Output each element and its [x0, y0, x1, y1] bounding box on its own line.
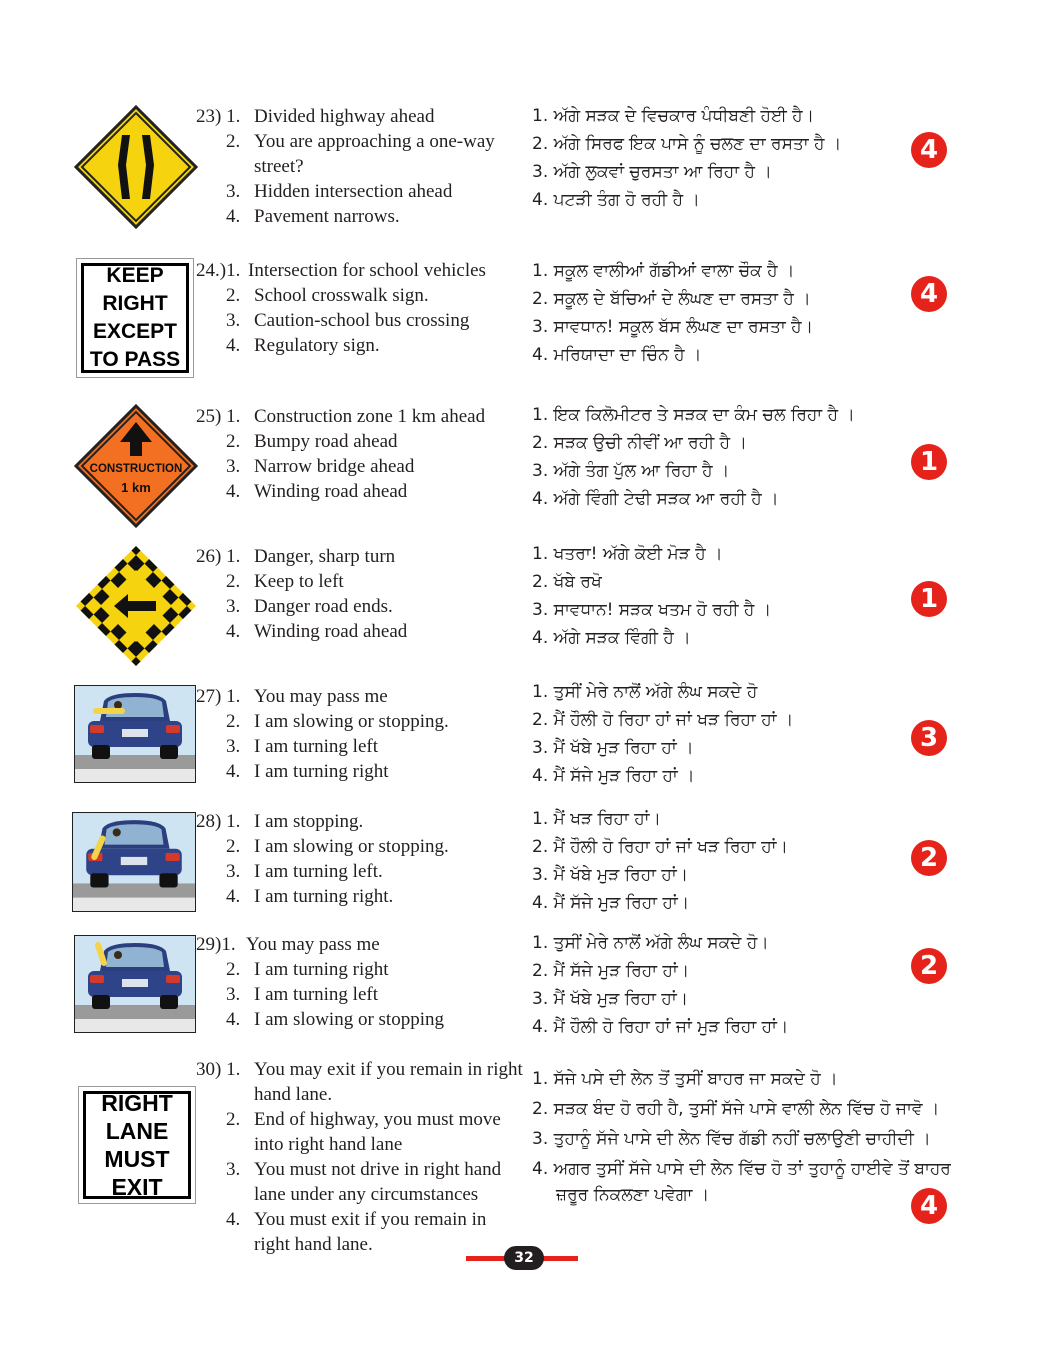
page-number: 32 [504, 1246, 544, 1270]
option-text: Narrow bridge ahead [254, 456, 415, 477]
option-text: 1. ਅੱਗੇ ਸੜਕ ਦੇ ਵਿਚਕਾਰ ਪੰਧੀਬਣੀ ਹੋਈ ਹੈ। [532, 106, 815, 126]
option-text: Hidden intersection ahead [254, 181, 453, 202]
sign-text: RIGHT [102, 292, 168, 315]
car-hand-signal-image [74, 935, 196, 1033]
question-24-options-en: 24.)1. Intersection for school vehicles 2. School crosswalk sign. 3. Caution-school bus crossing 4. Regulatory sign. [196, 260, 486, 356]
checkerboard-arrow-sign [74, 544, 198, 668]
option-text: I am stopping. [254, 811, 364, 832]
option-text: 1. ਮੈਂ ਖੜ ਰਿਹਾ ਹਾਂ। [532, 809, 661, 829]
car-hand-signal-image [74, 685, 196, 783]
question-24-options-pa [532, 257, 992, 369]
option-text: I am turning left [254, 736, 378, 757]
car-hand-signal-image [72, 812, 196, 912]
option-text: You may pass me [246, 934, 380, 955]
option-text: 2. ਸੜਕ ਉਚੀ ਨੀਵੀਂ ਆ ਰਹੀ ਹੈ । [532, 433, 747, 453]
option-text: 2. ਸੜਕ ਬੰਦ ਹੋ ਰਹੀ ਹੈ, ਤੁਸੀਂ ਸੱਜੇ ਪਾਸੇ ਵਾਲੀ ਲੇਨ ਵਿੱਚ ਹੋ ਜਾਵੋ । [532, 1099, 940, 1119]
option-text: 2. ਅੱਗੇ ਸਿਰਫ ਇਕ ਪਾਸੇ ਨੂੰ ਚਲਣ ਦਾ ਰਸਤਾ ਹੈ । [532, 134, 842, 154]
question-number: 29)1. [196, 934, 236, 955]
option-text: 3. ਮੈਂ ਖੱਬੇ ਮੁੜ ਰਿਹਾ ਹਾਂ। [532, 865, 689, 885]
option-text: 1. ਸੱਜੇ ਪਸੇ ਦੀ ਲੇਨ ਤੋਂ ਤੁਸੀਂ ਬਾਹਰ ਜਾ ਸਕਦੇ ਹੋ । [532, 1069, 838, 1089]
right-lane-must-exit-sign [78, 1086, 196, 1204]
option-text: 1. ਤੁਸੀਂ ਮੇਰੇ ਨਾਲੋਂ ਅੱਗੇ ਲੰਘ ਸਕਦੇ ਹੋ। [532, 933, 769, 953]
sign-text: 1 km [121, 480, 151, 495]
option-text: 2. ਖੱਬੇ ਰਖੋ [532, 572, 602, 592]
option-text: You must exit if you remain in right hand lane. [254, 1209, 487, 1255]
question-number: 25) 1. [196, 406, 241, 427]
option-text: School crosswalk sign. [254, 285, 429, 306]
option-text: I am turning right [254, 959, 389, 980]
option-text: You must not drive in right hand lane under any circumstances [254, 1159, 502, 1205]
option-text: Caution-school bus crossing [254, 310, 470, 331]
option-text: 1. ਇਕ ਕਿਲੋਮੀਟਰ ਤੇ ਸੜਕ ਦਾ ਕੰਮ ਚਲ ਰਿਹਾ ਹੈ । [532, 405, 855, 425]
question-number: 24.)1. [196, 260, 241, 281]
option-text: I am turning right. [254, 886, 394, 907]
option-text: 3. ਮੈਂ ਖੱਬੇ ਮੁੜ ਰਿਹਾ ਹਾਂ । [532, 738, 694, 758]
option-text: 4. ਅਗਰ ਤੁਸੀਂ ਸੱਜੇ ਪਾਸੇ ਦੀ ਲੇਨ ਵਿੱਚ ਹੋ ਤਾਂ ਤੁਹਾਨੂੰ ਹਾਈਵੇ ਤੋਂ ਬਾਹਰ [532, 1159, 951, 1179]
option-text: I am slowing or stopping [254, 1009, 444, 1030]
sign-text: EXIT [111, 1174, 163, 1200]
option-text: You may exit if you remain in right hand lane. [254, 1059, 523, 1105]
option-text: 3. ਮੈਂ ਖੱਬੇ ਮੁੜ ਰਿਹਾ ਹਾਂ। [532, 989, 689, 1009]
option-text: You may pass me [254, 686, 388, 707]
option-text: 3. ਸਾਵਧਾਨ! ਸਕੂਲ ਬੱਸ ਲੰਘਣ ਦਾ ਰਸਤਾ ਹੈ। [532, 317, 814, 337]
footer-rule-right [538, 1256, 578, 1261]
question-30-options-en: 30) 1. You may exit if you remain in right hand lane. 2. End of highway, you must move into right hand lane 3. You must not drive in right hand lane under any circumstances 4. You must exit if you remain in right hand lane. [196, 1059, 523, 1255]
option-text: 4. ਅੱਗੇ ਸੜਕ ਵਿੰਗੀ ਹੈ । [532, 628, 691, 648]
option-text: I am turning left [254, 984, 378, 1005]
option-text: I am turning right [254, 761, 389, 782]
option-text: 4. ਮੈਂ ਹੌਲੀ ਹੋ ਰਿਹਾ ਹਾਂ ਜਾਂ ਮੁੜ ਰਿਹਾ ਹਾਂ। [532, 1017, 789, 1037]
question-23-options-en: 23) 1. Divided highway ahead 2. You are approaching a one-way street? 3. Hidden intersection ahead 4. Pavement narrows. [196, 106, 495, 227]
answer-badge: 1 [911, 581, 947, 617]
option-text: 1. ਸਕੂਲ ਵਾਲੀਆਂ ਗੱਡੀਆਂ ਵਾਲਾ ਚੌਕ ਹੈ । [532, 261, 795, 281]
answer-badge: 3 [911, 720, 947, 756]
option-text: 4. ਪਟੜੀ ਤੰਗ ਹੋ ਰਹੀ ਹੈ । [532, 190, 700, 210]
answer-badge: 4 [911, 1188, 947, 1224]
option-text: Bumpy road ahead [254, 431, 398, 452]
option-text: Construction zone 1 km ahead [254, 406, 486, 427]
question-number: 26) 1. [196, 546, 241, 567]
option-text: You are approaching a one-way street? [254, 131, 495, 177]
question-number: 30) 1. [196, 1059, 241, 1080]
option-text: 3. ਅੱਗੇ ਲੁਕਵਾਂ ਚੁਰਸਤਾ ਆ ਰਿਹਾ ਹੈ । [532, 162, 772, 182]
option-text: I am slowing or stopping. [254, 836, 449, 857]
question-30-options-pa [532, 1064, 992, 1206]
option-text: Danger road ends. [254, 596, 393, 617]
sign-text: LANE [105, 1118, 169, 1144]
sign-text: RIGHT [101, 1090, 173, 1116]
answer-badge: 2 [911, 948, 947, 984]
option-text: 2. ਮੈਂ ਸੱਜੇ ਮੁੜ ਰਿਹਾ ਹਾਂ। [532, 961, 690, 981]
construction-sign [74, 404, 198, 528]
narrowing-road-sign [74, 105, 198, 229]
sign-text: KEEP [106, 264, 164, 287]
option-text: Keep to left [254, 571, 344, 592]
question-29-options-pa [532, 929, 992, 1041]
sign-text: EXCEPT [92, 320, 178, 343]
sign-text: TO PASS [89, 348, 181, 371]
option-text: End of highway, you must move into right hand lane [254, 1109, 501, 1155]
option-text: 2. ਸਕੂਲ ਦੇ ਬੱਚਿਆਂ ਦੇ ਲੰਘਣ ਦਾ ਰਸਤਾ ਹੈ । [532, 289, 811, 309]
option-text: Danger, sharp turn [254, 546, 396, 567]
question-26-options-en: 26) 1. Danger, sharp turn 2. Keep to left 3. Danger road ends. 4. Winding road ahead [196, 546, 408, 642]
option-text: I am turning left. [254, 861, 383, 882]
option-text: 4. ਮੈਂ ਸੱਜੇ ਮੁੜ ਰਿਹਾ ਹਾਂ। [532, 893, 690, 913]
option-text: 3. ਤੁਹਾਨੂੰ ਸੱਜੇ ਪਾਸੇ ਦੀ ਲੇਨ ਵਿੱਚ ਗੱਡੀ ਨਹੀਂ ਚਲਾਉਣੀ ਚਾਹੀਦੀ । [532, 1129, 931, 1149]
question-25-options-en: 25) 1. Construction zone 1 km ahead 2. Bumpy road ahead 3. Narrow bridge ahead 4. Winding road ahead [196, 406, 486, 502]
option-text: 1. ਖਤਰਾ! ਅੱਗੇ ਕੋਈ ਮੋੜ ਹੈ । [532, 544, 723, 564]
option-text: 4. ਅੱਗੇ ਵਿੰਗੀ ਟੇਢੀ ਸੜਕ ਆ ਰਹੀ ਹੈ । [532, 489, 779, 509]
option-text: Divided highway ahead [254, 106, 435, 127]
keep-right-sign [76, 258, 194, 378]
option-text: 1. ਤੁਸੀਂ ਮੇਰੇ ਨਾਲੋਂ ਅੱਗੇ ਲੰਘ ਸਕਦੇ ਹੋ [532, 682, 758, 702]
option-text: 4. ਮੈਂ ਸੱਜੇ ਮੁੜ ਰਿਹਾ ਹਾਂ । [532, 766, 695, 786]
option-text: I am slowing or stopping. [254, 711, 449, 732]
option-text: 3. ਅੱਗੇ ਤੰਗ ਪੁੱਲ ਆ ਰਿਹਾ ਹੈ । [532, 461, 730, 481]
option-text: 3. ਸਾਵਧਾਨ! ਸੜਕ ਖਤਮ ਹੋ ਰਹੀ ਹੈ । [532, 600, 772, 620]
answer-badge: 1 [911, 444, 947, 480]
option-text: Intersection for school vehicles [248, 260, 486, 281]
question-number: 27) 1. [196, 686, 241, 707]
question-27-options-en: 27) 1. You may pass me 2. I am slowing or stopping. 3. I am turning left 4. I am turning right [196, 686, 449, 782]
answer-badge: 2 [911, 840, 947, 876]
option-text: Winding road ahead [254, 481, 408, 502]
option-text: Winding road ahead [254, 621, 408, 642]
option-text: Regulatory sign. [254, 335, 380, 356]
answer-badge: 4 [911, 132, 947, 168]
option-text: 2. ਮੈਂ ਹੌਲੀ ਹੋ ਰਿਹਾ ਹਾਂ ਜਾਂ ਖੜ ਰਿਹਾ ਹਾਂ। [532, 837, 788, 857]
answer-badge: 4 [911, 276, 947, 312]
sign-text: MUST [104, 1146, 170, 1172]
option-text: 4. ਮਰਿਯਾਦਾ ਦਾ ਚਿੰਨ ਹੈ । [532, 345, 702, 365]
option-text: Pavement narrows. [254, 206, 400, 227]
question-number: 23) 1. [196, 106, 241, 127]
option-text: ਜ਼ਰੂਰ ਨਿਕਲਣਾ ਪਵੇਗਾ । [556, 1185, 710, 1205]
question-28-options-en: 28) 1. I am stopping. 2. I am slowing or stopping. 3. I am turning left. 4. I am turning right. [196, 811, 449, 907]
sign-text: CONSTRUCTION [89, 463, 183, 475]
question-29-options-en: 29)1. You may pass me 2. I am turning right 3. I am turning left 4. I am slowing or stopping [196, 934, 444, 1030]
option-text: 2. ਮੈਂ ਹੌਲੀ ਹੋ ਰਿਹਾ ਹਾਂ ਜਾਂ ਖੜ ਰਿਹਾ ਹਾਂ । [532, 710, 794, 730]
question-number: 28) 1. [196, 811, 241, 832]
